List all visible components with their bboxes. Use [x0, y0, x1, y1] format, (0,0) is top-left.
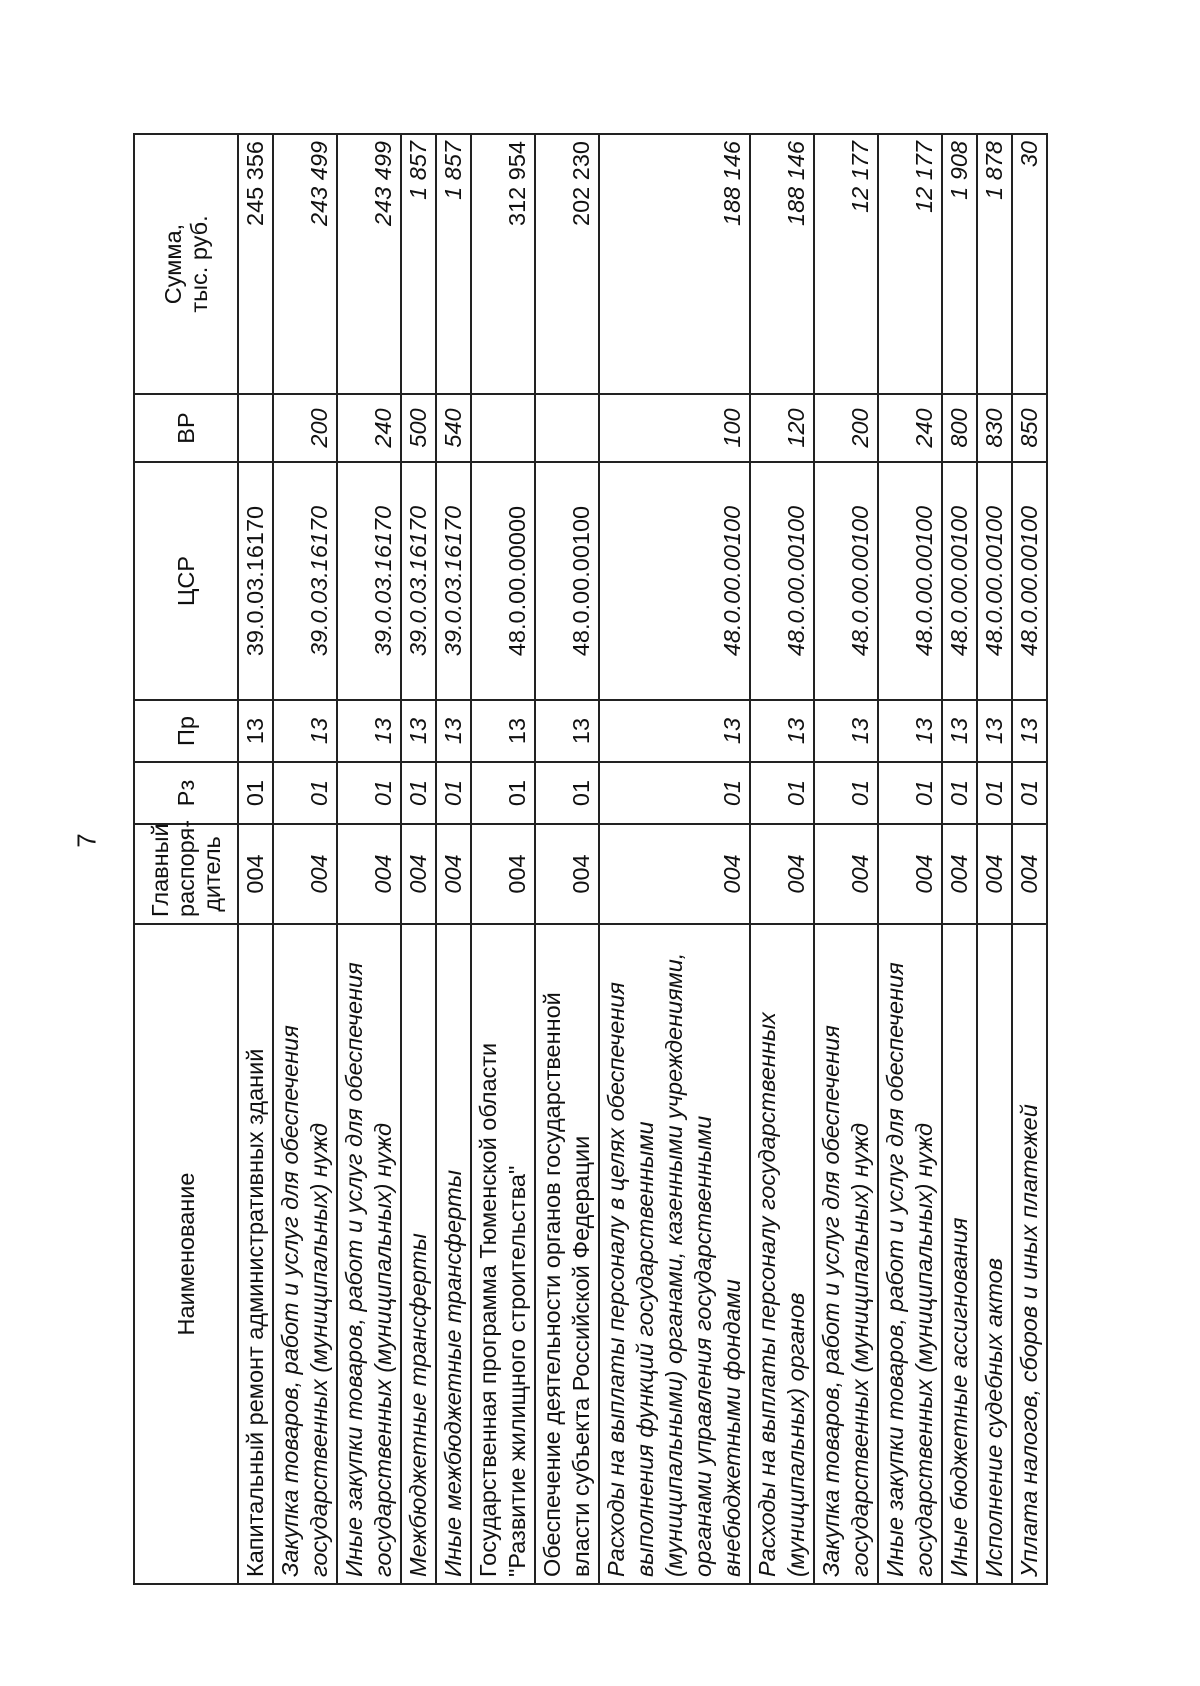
cell-target-article: 39.0.03.16170	[401, 462, 436, 700]
cell-subsection: 13	[535, 700, 599, 762]
cell-subsection: 13	[436, 700, 471, 762]
cell-target-article: 39.0.03.16170	[337, 462, 401, 700]
table-row	[750, 134, 814, 1584]
cell-main-manager: 004	[1012, 824, 1047, 924]
cell-name: Закупка товаров, работ и услуг для обеспечения государственных (муниципальных) нужд	[273, 924, 337, 1584]
cell-section: 01	[977, 762, 1012, 824]
cell-target-article: 48.0.00.00100	[535, 462, 599, 700]
header-amount	[134, 134, 238, 394]
cell-expense-type: 540	[436, 394, 471, 462]
cell-amount: 188 146	[750, 134, 814, 394]
table-row	[535, 134, 599, 1584]
cell-expense-type: 240	[878, 394, 942, 462]
cell-target-article: 39.0.03.16170	[436, 462, 471, 700]
cell-subsection: 13	[942, 700, 977, 762]
cell-section: 01	[535, 762, 599, 824]
cell-section: 01	[337, 762, 401, 824]
cell-amount: 1 857	[436, 134, 471, 394]
table-row	[401, 134, 436, 1584]
header-section: Рз	[134, 762, 238, 824]
cell-target-article: 48.0.00.00100	[878, 462, 942, 700]
cell-name: Уплата налогов, сборов и иных платежей	[1012, 924, 1047, 1584]
cell-expense-type	[535, 394, 599, 462]
cell-section: 01	[436, 762, 471, 824]
cell-target-article: 48.0.00.00100	[942, 462, 977, 700]
cell-expense-type: 120	[750, 394, 814, 462]
cell-main-manager: 004	[401, 824, 436, 924]
cell-section: 01	[1012, 762, 1047, 824]
cell-amount: 1 878	[977, 134, 1012, 394]
cell-section: 01	[471, 762, 535, 824]
cell-target-article: 39.0.03.16170	[238, 462, 273, 700]
header-main-manager	[134, 819, 238, 924]
cell-amount: 1 908	[942, 134, 977, 394]
header-amount-line2: тыс. руб.	[186, 215, 212, 313]
cell-amount: 202 230	[535, 134, 599, 394]
cell-expense-type: 200	[273, 394, 337, 462]
cell-amount: 188 146	[599, 134, 750, 394]
table-row	[814, 134, 878, 1584]
table-row	[878, 134, 942, 1584]
cell-name: Расходы на выплаты персоналу государственных (муниципальных) органов	[750, 924, 814, 1584]
cell-section: 01	[238, 762, 273, 824]
cell-main-manager: 004	[814, 824, 878, 924]
cell-main-manager: 004	[942, 824, 977, 924]
table-body	[238, 134, 1047, 1584]
cell-subsection: 13	[878, 700, 942, 762]
cell-expense-type: 850	[1012, 394, 1047, 462]
table-row	[471, 134, 535, 1584]
table-row	[599, 134, 750, 1584]
budget-table	[133, 133, 1048, 1585]
cell-main-manager: 004	[599, 824, 750, 924]
cell-amount: 243 499	[337, 134, 401, 394]
cell-expense-type	[471, 394, 535, 462]
cell-section: 01	[750, 762, 814, 824]
cell-amount: 243 499	[273, 134, 337, 394]
page-number: 7	[71, 833, 102, 848]
cell-name: Расходы на выплаты персоналу в целях обеспечения выполнения функций государственными (муниципальными) органами, казенными учреждениями, органами управления государственными внебюджетными фондами	[599, 924, 750, 1584]
cell-main-manager: 004	[878, 824, 942, 924]
cell-main-manager: 004	[750, 824, 814, 924]
cell-subsection: 13	[273, 700, 337, 762]
cell-target-article: 48.0.00.00100	[1012, 462, 1047, 700]
header-expense-type: ВР	[134, 394, 238, 462]
cell-section: 01	[942, 762, 977, 824]
cell-main-manager: 004	[337, 824, 401, 924]
cell-main-manager: 004	[535, 824, 599, 924]
header-main-manager-line1: Главный	[147, 823, 173, 917]
header-subsection: Пр	[134, 700, 238, 762]
budget-table-container	[133, 135, 1042, 1585]
cell-target-article: 48.0.00.00100	[750, 462, 814, 700]
header-name: Наименование	[134, 924, 238, 1584]
header-main-manager-line2: распоря-	[173, 819, 199, 917]
cell-target-article: 48.0.00.00100	[977, 462, 1012, 700]
cell-name: Капитальный ремонт административных зданий	[238, 924, 273, 1584]
cell-section: 01	[814, 762, 878, 824]
cell-target-article: 48.0.00.00000	[471, 462, 535, 700]
header-amount-line1: Сумма,	[160, 223, 186, 305]
cell-name: Иные закупки товаров, работ и услуг для обеспечения государственных (муниципальных) нужд	[878, 924, 942, 1584]
cell-subsection: 13	[238, 700, 273, 762]
cell-amount: 30	[1012, 134, 1047, 394]
cell-target-article: 39.0.03.16170	[273, 462, 337, 700]
cell-amount: 245 356	[238, 134, 273, 394]
cell-main-manager: 004	[238, 824, 273, 924]
table-row	[238, 134, 273, 1584]
cell-subsection: 13	[977, 700, 1012, 762]
cell-main-manager: 004	[273, 824, 337, 924]
table-row	[977, 134, 1012, 1584]
cell-expense-type	[238, 394, 273, 462]
cell-amount: 12 177	[878, 134, 942, 394]
cell-expense-type: 800	[942, 394, 977, 462]
cell-subsection: 13	[599, 700, 750, 762]
table-header-row	[134, 134, 238, 1584]
cell-subsection: 13	[401, 700, 436, 762]
cell-name: Иные межбюджетные трансферты	[436, 924, 471, 1584]
cell-expense-type: 200	[814, 394, 878, 462]
cell-target-article: 48.0.00.00100	[599, 462, 750, 700]
cell-name: Межбюджетные трансферты	[401, 924, 436, 1584]
table-row	[337, 134, 401, 1584]
cell-main-manager: 004	[977, 824, 1012, 924]
cell-section: 01	[878, 762, 942, 824]
cell-amount: 1 857	[401, 134, 436, 394]
cell-name: Иные бюджетные ассигнования	[942, 924, 977, 1584]
table-row	[1012, 134, 1047, 1584]
cell-section: 01	[401, 762, 436, 824]
cell-subsection: 13	[337, 700, 401, 762]
cell-section: 01	[273, 762, 337, 824]
cell-amount: 312 954	[471, 134, 535, 394]
cell-name: Иные закупки товаров, работ и услуг для обеспечения государственных (муниципальных) нужд	[337, 924, 401, 1584]
header-target-article: ЦСР	[134, 462, 238, 700]
cell-name: Государственная программа Тюменской области "Развитие жилищного строительства"	[471, 924, 535, 1584]
cell-main-manager: 004	[471, 824, 535, 924]
table-row	[942, 134, 977, 1584]
cell-target-article: 48.0.00.00100	[814, 462, 878, 700]
cell-subsection: 13	[471, 700, 535, 762]
cell-name: Исполнение судебных актов	[977, 924, 1012, 1584]
cell-subsection: 13	[1012, 700, 1047, 762]
cell-amount: 12 177	[814, 134, 878, 394]
cell-expense-type: 240	[337, 394, 401, 462]
header-main-manager-line3: дитель	[199, 836, 225, 912]
cell-section: 01	[599, 762, 750, 824]
cell-name: Закупка товаров, работ и услуг для обеспечения государственных (муниципальных) нужд	[814, 924, 878, 1584]
table-row	[273, 134, 337, 1584]
cell-subsection: 13	[814, 700, 878, 762]
cell-expense-type: 100	[599, 394, 750, 462]
cell-main-manager: 004	[436, 824, 471, 924]
cell-expense-type: 500	[401, 394, 436, 462]
cell-subsection: 13	[750, 700, 814, 762]
cell-expense-type: 830	[977, 394, 1012, 462]
table-row	[436, 134, 471, 1584]
cell-name: Обеспечение деятельности органов государственной власти субъекта Российской Федерации	[535, 924, 599, 1584]
